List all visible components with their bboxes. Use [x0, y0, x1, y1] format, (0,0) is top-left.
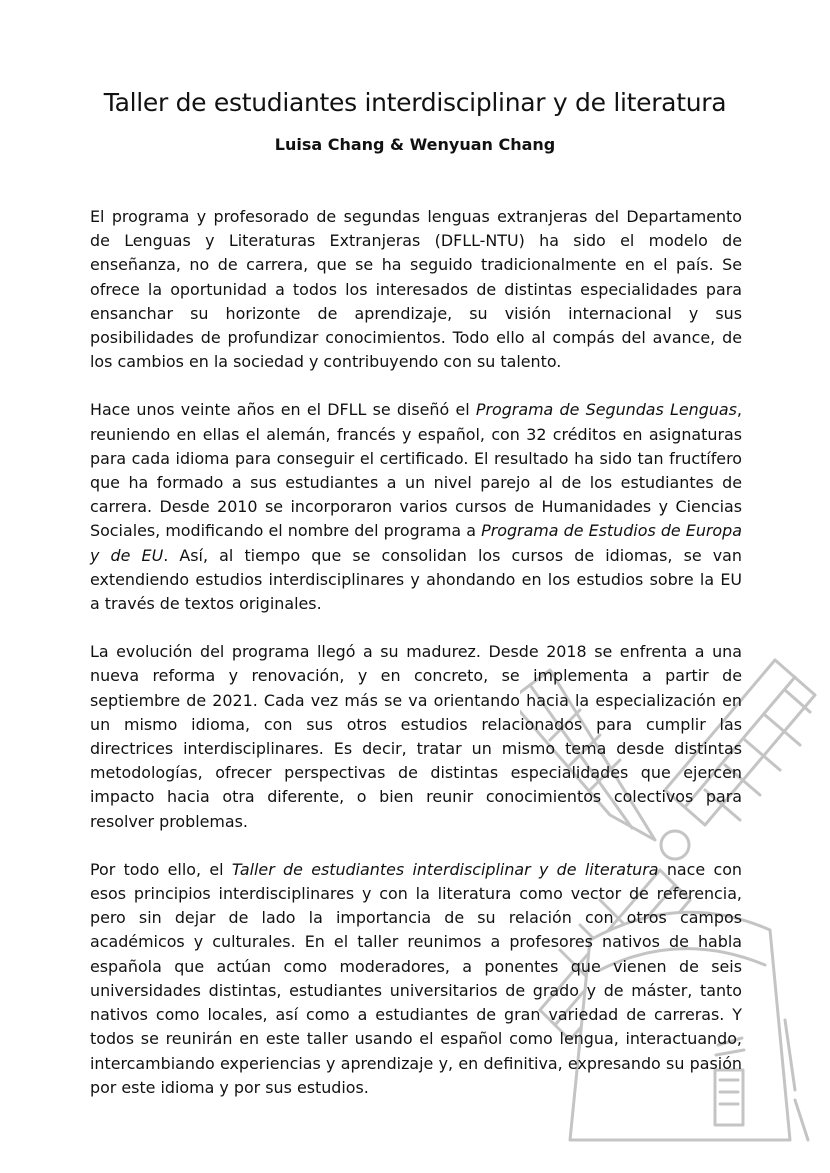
- document-body: [90, 205, 742, 1124]
- paragraph-3-text: La evolución del programa llegó a su madurez. Desde 2018 se enfrenta a una nueva reforma y renovación, y en concreto, se implementa a partir de septiembre de 2021. Cada vez más se va orientando hacia la especialización en un mismo idioma, con sus otros estudios relacionados para cumplir las directrices interdisciplinares. Es decir, tratar un mismo tema desde distintas metodologías, ofrecer perspectivas de distintas especialidades que ejercen impacto hacia otra diferente, o bien reunir conocimientos colectivos para resolver problemas.: [90, 642, 742, 831]
- document-title: Taller de estudiantes interdisciplinar y de literatura: [103, 88, 727, 117]
- workshop-name-italic: Taller de estudiantes interdisciplinar y de literatura: [231, 859, 659, 879]
- paragraph-4-text-a: Por todo ello, el: [90, 859, 232, 879]
- paragraph-4: [90, 858, 742, 1100]
- document-authors: Luisa Chang & Wenyuan Chang: [274, 135, 556, 154]
- program-name-italic: Programa de Segundas Lenguas: [475, 400, 737, 420]
- paragraph-2-text-a: Hace unos veinte años en el DFLL se diseñó el: [90, 400, 476, 420]
- paragraph-2-text-c: . Así, al tiempo que se consolidan los cursos de idiomas, se van extendiendo estudios interdisciplinares y ahondando en los estudios sobre la EU a través de textos originales.: [90, 545, 742, 614]
- paragraph-2-text-b: , reuniendo en ellas el alemán, francés y español, con 32 créditos en asignaturas para cada idioma para conseguir el certificado. El resultado ha sido tan fructífero que ha formado a sus estudiantes a un nivel parejo al de los estudiantes de carrera. Desde 2010 se incorporaron varios cursos de Humanidades y Ciencias Sociales, modificando el nombre del programa a: [90, 400, 742, 541]
- paragraph-1-text: El programa y profesorado de segundas lenguas extranjeras del Departamento de Lenguas y Literaturas Extranjeras (DFLL-NTU) ha sido el modelo de enseñanza, no de carrera, que se ha seguido tradicionalmente en el país. Se ofrece la oportunidad a todos los interesados de distintas especialidades para ensanchar su horizonte de aprendizaje, su visión internacional y sus posibilidades de profundizar conocimientos. Todo ello al compás del avance, de los cambios en la sociedad y contribuyendo con su talento.: [90, 207, 742, 372]
- paragraph-2: [90, 398, 742, 616]
- paragraph-1: [90, 205, 742, 374]
- program-name-italic-2: Programa de Estudios de Europa y de EU: [90, 521, 742, 565]
- paragraph-4-text-b: nace con esos principios interdisciplinares y con la literatura como vector de referencia, pero sin dejar de lado la importancia de su relación con otros campos académicos y culturales. En el taller reunimos a profesores nativos de habla española que actúan como moderadores, a ponentes que vienen de seis universidades distintas, estudiantes universitarios de grado y de máster, tanto nativos como locales, así como a estudiantes de gran variedad de carreras. Y todos se reunirán en este taller usando el español como lengua, interactuando, intercambiando experiencias y aprendizaje y, en definitiva, expresando su pasión por este idioma y por sus estudios.: [90, 859, 742, 1097]
- paragraph-3: [90, 640, 742, 834]
